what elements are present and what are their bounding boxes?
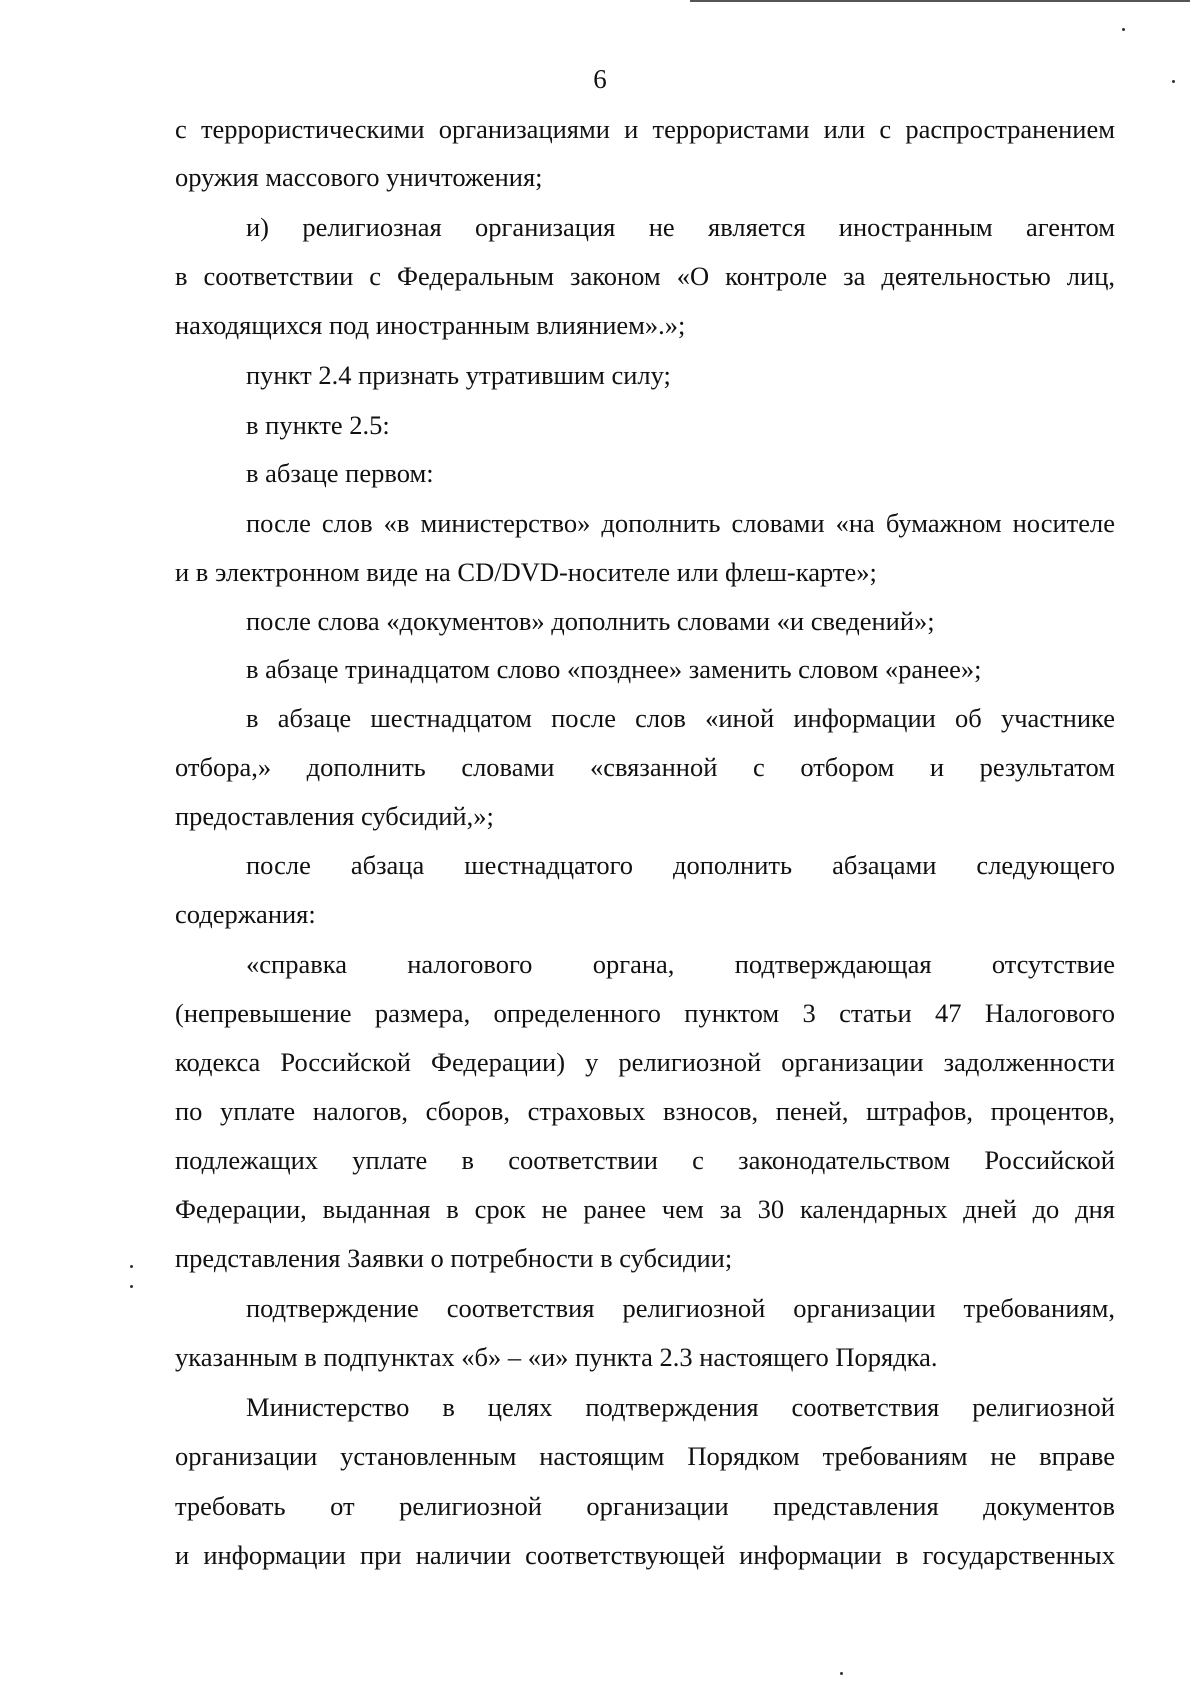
text-line: кодекса Российской Федерации) у религиозной организации задолженности [175, 1047, 1115, 1077]
text-line: указанным в подпунктах «б» – «и» пункта 2.3 настоящего Порядка. [175, 1342, 938, 1372]
text-line: предоставления субсидий,»; [175, 801, 494, 831]
text-line: и в электронном виде на CD/DVD-носителе или флеш-карте»; [175, 557, 877, 587]
text-line: пункт 2.4 признать утратившим силу; [246, 360, 671, 390]
scan-top-edge-line [690, 0, 1190, 2]
text-line: после слова «документов» дополнить словами «и сведений»; [246, 606, 935, 636]
text-line: после абзаца шестнадцатого дополнить абзацами следующего [246, 850, 1115, 880]
scan-speck [130, 1265, 133, 1268]
text-line: представления Заявки о потребности в субсидии; [175, 1243, 733, 1273]
text-line: в соответствии с Федеральным законом «О контроле за деятельностью лиц, [175, 261, 1115, 291]
text-line: подлежащих уплате в соответствии с законодательством Российской [175, 1145, 1115, 1175]
scan-speck [1122, 28, 1125, 31]
page-number: 6 [593, 64, 607, 94]
text-line: требовать от религиозной организации представления документов [175, 1491, 1115, 1521]
text-line: и информации при наличии соответствующей информации в государственных [175, 1540, 1115, 1570]
text-line: в абзаце тринадцатом слово «позднее» заменить словом «ранее»; [246, 654, 982, 684]
text-line: в абзаце первом: [246, 458, 434, 488]
text-line: находящихся под иностранным влиянием».»; [175, 310, 686, 340]
text-line: подтверждение соответствия религиозной организации требованиям, [246, 1293, 1115, 1323]
text-line: отбора,» дополнить словами «связанной с отбором и результатом [175, 752, 1115, 782]
text-line: в пункте 2.5: [246, 410, 390, 440]
text-line: организации установленным настоящим Порядком требованиям не вправе [175, 1441, 1115, 1471]
scan-speck [840, 1672, 843, 1675]
text-line: в абзаце шестнадцатом после слов «иной информации об участнике [246, 703, 1115, 733]
text-line: «справка налогового органа, подтверждающая отсутствие [246, 949, 1115, 979]
text-line: Министерство в целях подтверждения соответствия религиозной [246, 1392, 1115, 1422]
text-line: с террористическими организациями и террористами или с распространением [175, 114, 1115, 144]
text-line: оружия массового уничтожения; [175, 162, 543, 192]
scan-speck [130, 1285, 133, 1288]
text-line: и) религиозная организация не является иностранным агентом [246, 212, 1115, 242]
text-line: (непревышение размера, определенного пунктом 3 статьи 47 Налогового [175, 998, 1115, 1028]
text-line: Федерации, выданная в срок не ранее чем за 30 календарных дней до дня [175, 1194, 1115, 1224]
text-line: по уплате налогов, сборов, страховых взносов, пеней, штрафов, процентов, [175, 1096, 1115, 1126]
text-line: после слов «в министерство» дополнить словами «на бумажном носителе [246, 508, 1115, 538]
text-line: содержания: [175, 899, 316, 929]
